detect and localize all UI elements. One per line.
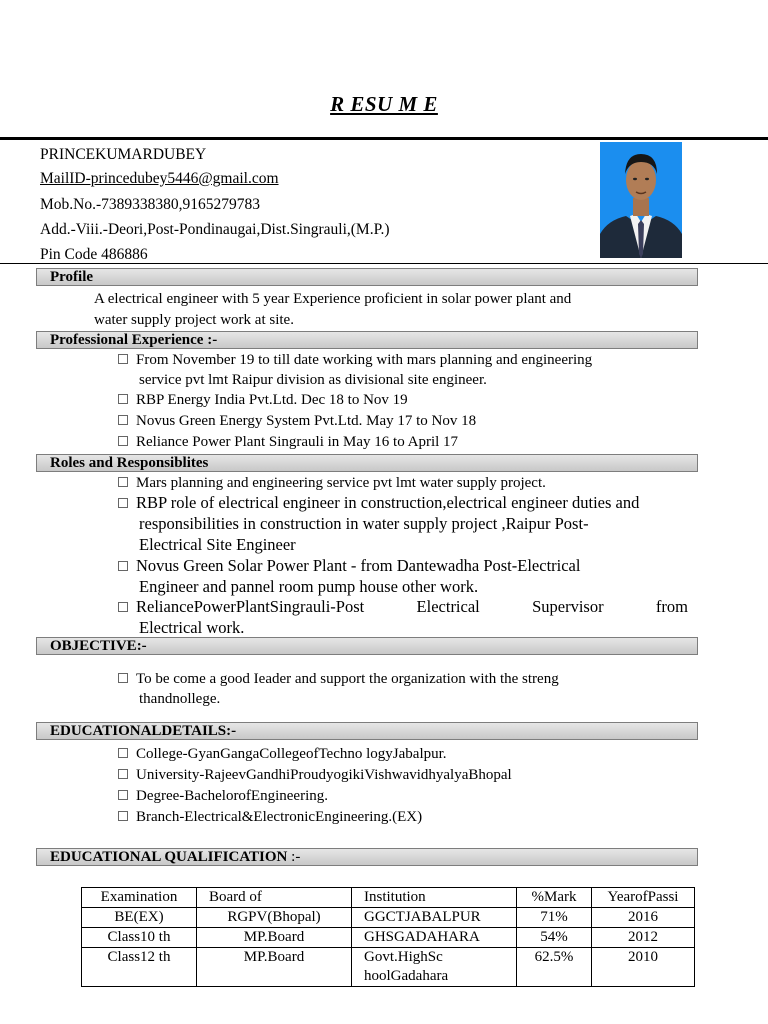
roles-item: ReliancePowerPlantSingrauli-Post Electrical Supervisor from (118, 596, 688, 617)
header-bottom-divider (0, 263, 768, 264)
profile-text-line: A electrical engineer with 5 year Experience proficient in solar power plant and (94, 291, 572, 307)
table-cell: 62.5% (517, 948, 592, 987)
experience-item: Novus Green Energy System Pvt.Ltd. May 17 to Nov 18 (118, 411, 476, 431)
checkbox-bullet-icon (118, 561, 128, 571)
education-detail-item: Branch-Electrical&ElectronicEngineering.(EX) (118, 807, 422, 827)
education-detail-item: University-RajeevGandhiProudyogikiVishwavidhyalyaBhopal (118, 765, 512, 785)
table-cell: GHSGADAHARA (352, 928, 517, 948)
roles-item: RBP role of electrical engineer in construction,electrical engineer duties and (118, 492, 639, 513)
experience-item: RBP Energy India Pvt.Ltd. Dec 18 to Nov 19 (118, 390, 408, 410)
header-divider (0, 137, 768, 140)
roles-item: Novus Green Solar Power Plant - from Dantewadha Post-Electrical (118, 555, 580, 576)
table-row (82, 928, 695, 948)
table-header-cell: YearofPassi (592, 888, 695, 908)
roles-item-continuation: Engineer and pannel room pump house other work. (139, 577, 479, 596)
objective-text: To be come a good Ieader and support the organization with the streng (118, 669, 559, 689)
checkbox-bullet-icon (118, 498, 128, 508)
checkbox-bullet-icon (118, 436, 128, 446)
profile-text-line: water supply project work at site. (94, 312, 294, 328)
experience-item: Reliance Power Plant Singrauli in May 16 to April 17 (118, 432, 458, 452)
table-header-row (82, 888, 695, 908)
checkbox-bullet-icon (118, 354, 128, 364)
checkbox-bullet-icon (118, 415, 128, 425)
education-detail-item: College-GyanGangaCollegeofTechno logyJabalpur. (118, 744, 447, 764)
education-detail-item: Degree-BachelorofEngineering. (118, 786, 328, 806)
section-heading-education-details: EDUCATIONALDETAILS:- (36, 722, 698, 740)
table-cell: MP.Board (197, 928, 352, 948)
checkbox-bullet-icon (118, 769, 128, 779)
table-header-cell: Institution (352, 888, 517, 908)
roles-item: Mars planning and engineering service pvt lmt water supply project. (118, 473, 546, 493)
table-header-cell: %Mark (517, 888, 592, 908)
section-heading-qualification: EDUCATIONAL QUALIFICATION :- (36, 848, 698, 866)
qualification-table (81, 887, 695, 987)
checkbox-bullet-icon (118, 790, 128, 800)
pin-code-line: Pin Code 486886 (40, 246, 148, 263)
section-heading-experience: Professional Experience :- (36, 331, 698, 349)
checkbox-bullet-icon (118, 811, 128, 821)
checkbox-bullet-icon (118, 673, 128, 683)
mobile-line: Mob.No.-7389338380,9165279783 (40, 196, 261, 213)
table-header-cell: Examination (82, 888, 197, 908)
table-cell: BE(EX) (82, 908, 197, 928)
section-heading-objective: OBJECTIVE:- (36, 637, 698, 655)
objective-text-continuation: thandnollege. (139, 691, 221, 707)
table-cell: 54% (517, 928, 592, 948)
experience-item: From November 19 to till date working with mars planning and engineering (118, 350, 592, 370)
experience-item-continuation: service pvt lmt Raipur division as divisional site engineer. (139, 372, 487, 388)
table-cell: MP.Board (197, 948, 352, 987)
checkbox-bullet-icon (118, 394, 128, 404)
table-row (82, 908, 695, 928)
table-cell: 71% (517, 908, 592, 928)
resume-title: R ESU M E (330, 92, 438, 116)
table-cell: Govt.HighSc hoolGadahara (352, 948, 517, 987)
table-cell: Class10 th (82, 928, 197, 948)
roles-item-continuation: responsibilities in construction in water supply project ,Raipur Post- (139, 514, 589, 533)
table-header-cell: Board of (197, 888, 352, 908)
email-line: MailID-princedubey5446@gmail.com (40, 170, 279, 187)
profile-photo (600, 142, 682, 258)
table-cell: 2010 (592, 948, 695, 987)
table-cell: RGPV(Bhopal) (197, 908, 352, 928)
table-row (82, 948, 695, 987)
roles-item-continuation: Electrical Site Engineer (139, 535, 296, 554)
checkbox-bullet-icon (118, 748, 128, 758)
checkbox-bullet-icon (118, 477, 128, 487)
checkbox-bullet-icon (118, 602, 128, 612)
table-cell: 2016 (592, 908, 695, 928)
table-cell: 2012 (592, 928, 695, 948)
table-cell: GGCTJABALPUR (352, 908, 517, 928)
roles-item-continuation: Electrical work. (139, 618, 245, 637)
table-cell: Class12 th (82, 948, 197, 987)
section-heading-profile: Profile (36, 268, 698, 286)
address-line: Add.-Viii.-Deori,Post-Pondinaugai,Dist.Singrauli,(M.P.) (40, 221, 390, 238)
section-heading-roles: Roles and Responsiblites (36, 454, 698, 472)
candidate-name: PRINCEKUMARDUBEY (40, 146, 207, 163)
